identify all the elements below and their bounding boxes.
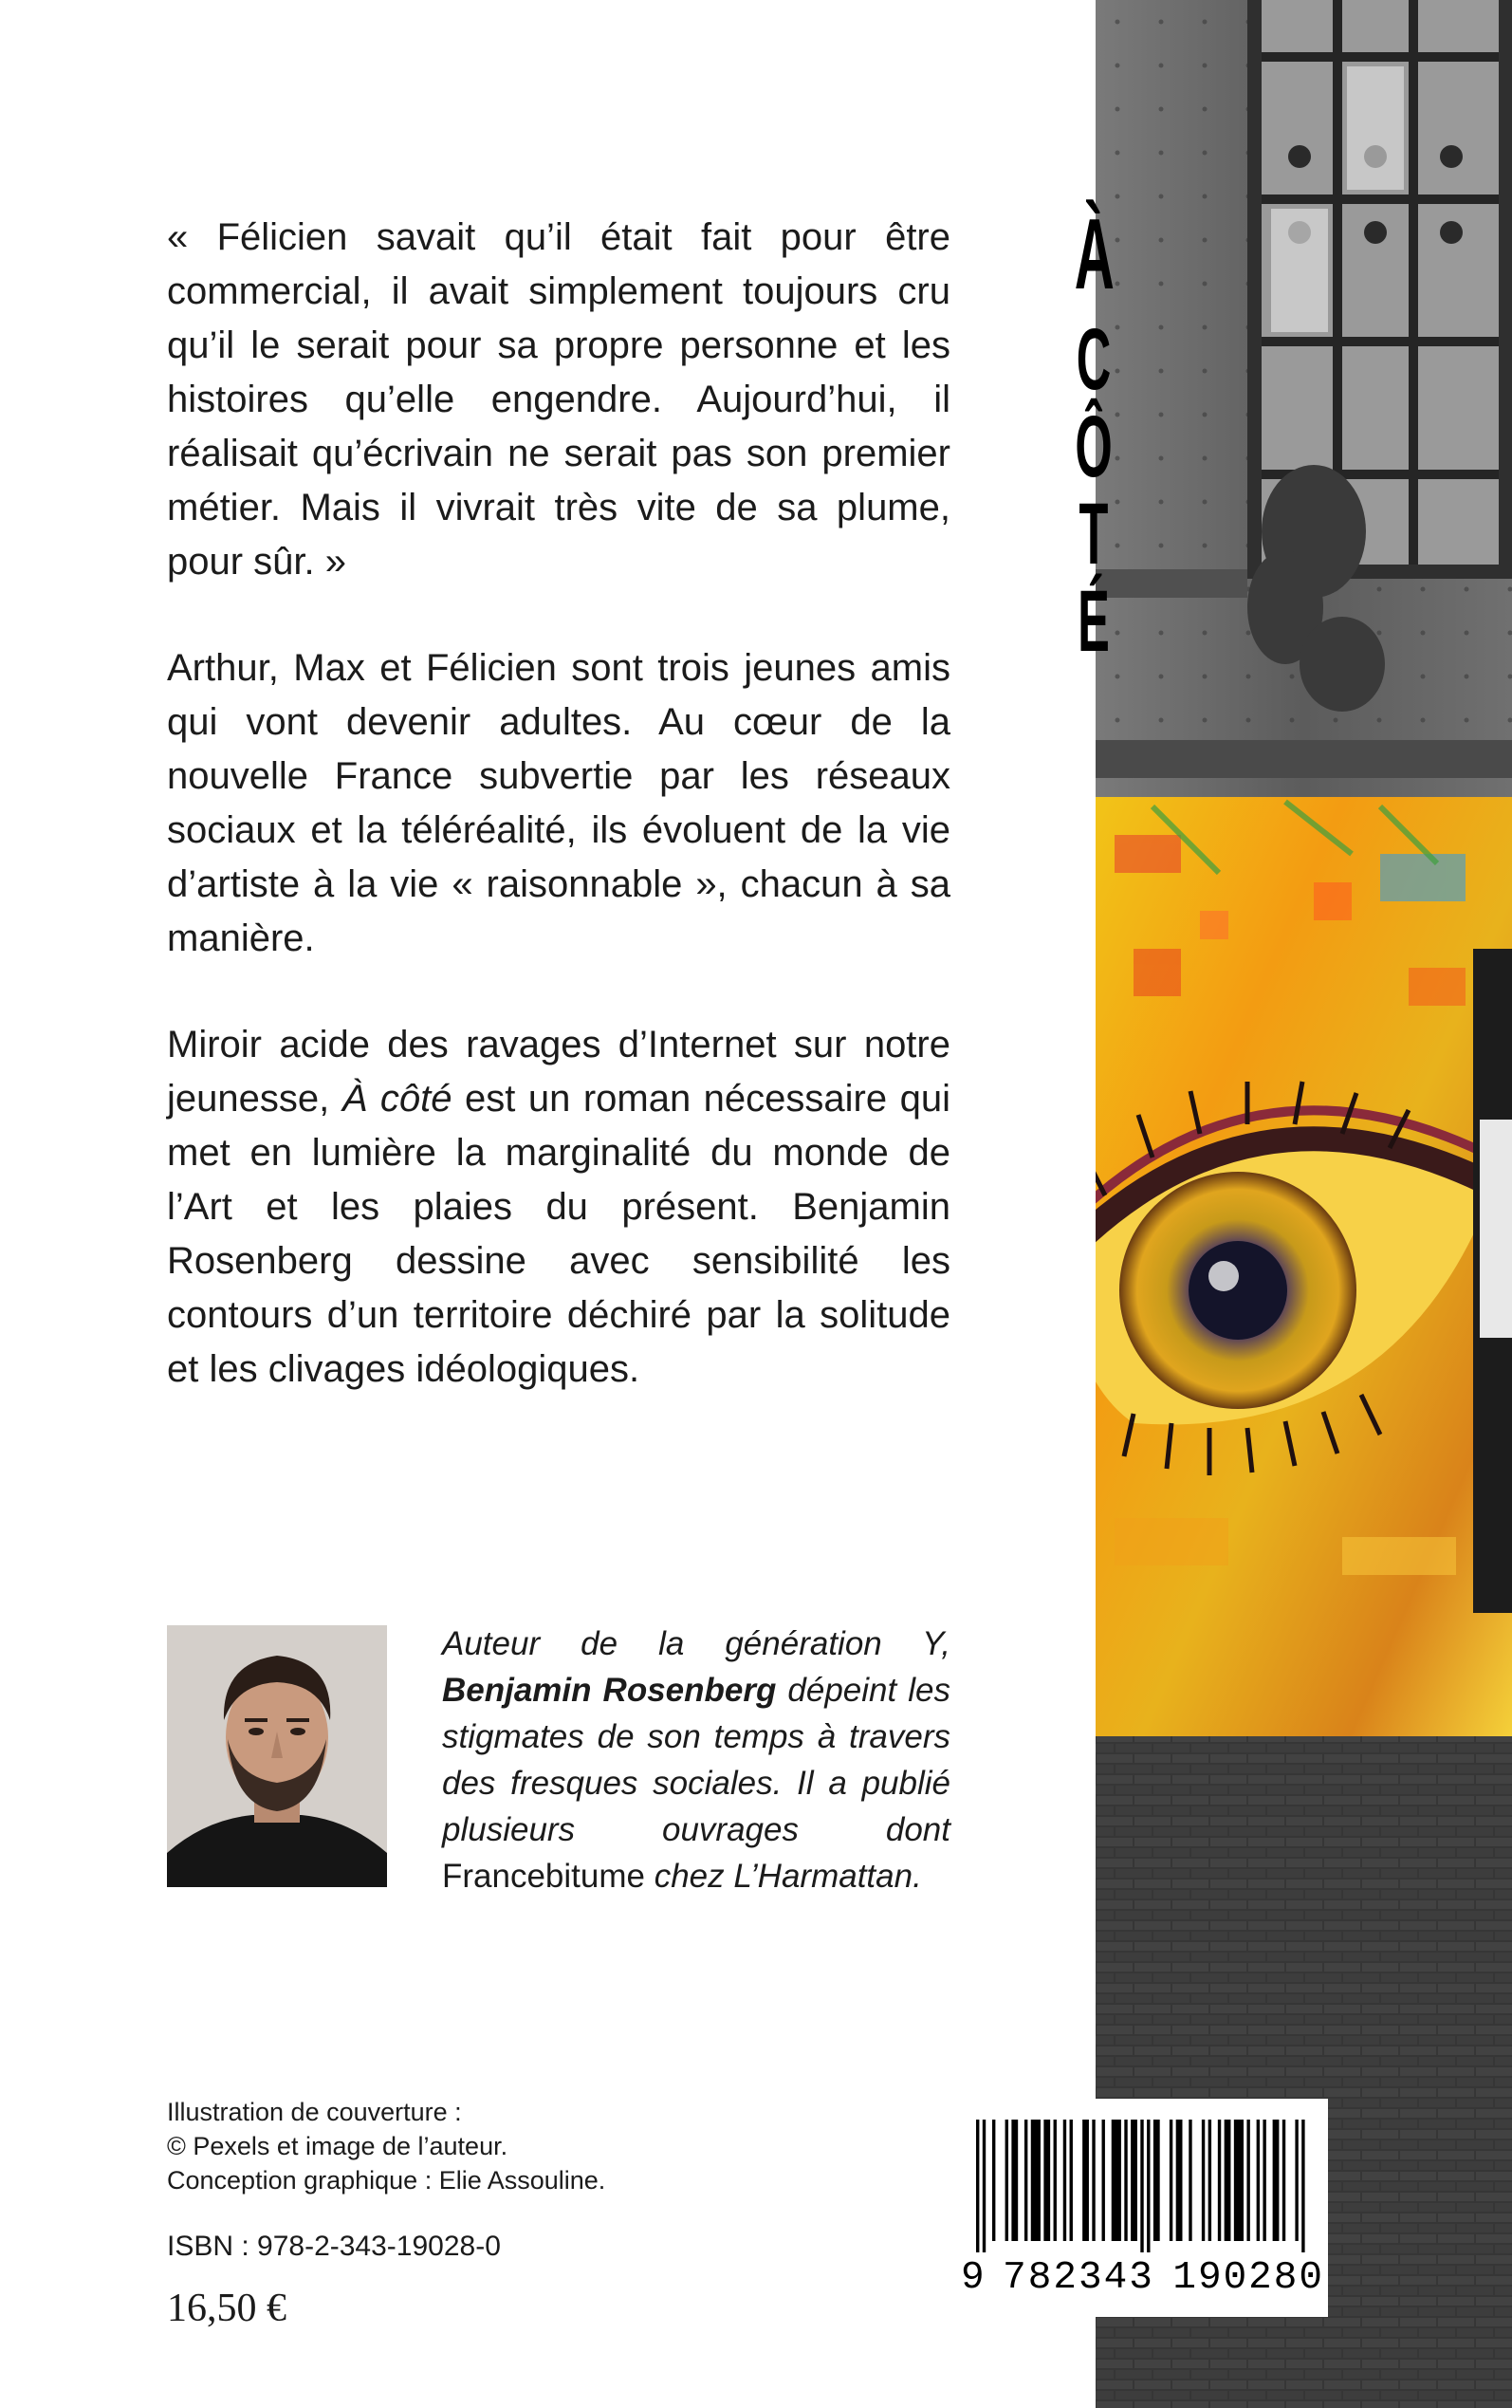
- credit-line-2: © Pexels et image de l’auteur.: [167, 2132, 508, 2160]
- barcode-bar: [1102, 2120, 1105, 2241]
- barcode-bar: [976, 2120, 979, 2252]
- bio-end: chez L’Harmattan.: [644, 1858, 922, 1895]
- barcode-group-1: 782343: [1003, 2256, 1154, 2300]
- review-end: est un roman nécessaire qui met en lumière la marginalité du monde de l’Art et les plaies du présent. Benjamin Rosenberg dessine avec sensibilité les contours d’un territoire déchiré par la solitude et les clivages idéologiques.: [167, 1078, 950, 1390]
- barcode-bar: [1063, 2120, 1066, 2241]
- barcode-bar: [1189, 2120, 1191, 2241]
- barcode-bar: [1112, 2120, 1121, 2241]
- barcode-lead-digit: 9: [961, 2256, 985, 2300]
- barcode-group-2: 190280: [1172, 2256, 1324, 2300]
- blurb-review: [167, 1018, 950, 1397]
- title-a-grave: À: [1074, 198, 1114, 310]
- barcode-bar: [1043, 2120, 1050, 2241]
- barcode-bar: [1282, 2120, 1285, 2241]
- author-photo: [167, 1625, 387, 1887]
- credit-line-3: Conception graphique : Elie Assouline.: [167, 2166, 606, 2195]
- title-cote-text: CÔTÉ: [1066, 311, 1121, 660]
- review-book-title: À côté: [341, 1078, 452, 1120]
- barcode-digits: [957, 2256, 1328, 2300]
- price: 16,50 €: [167, 2287, 286, 2330]
- barcode-bar: [1005, 2120, 1008, 2241]
- barcode-bar: [1124, 2120, 1127, 2241]
- isbn-number: ISBN : 978-2-343-19028-0: [167, 2231, 501, 2262]
- barcode-bar: [1273, 2120, 1280, 2241]
- barcode-bar: [1140, 2120, 1143, 2252]
- barcode-bar: [1031, 2120, 1041, 2241]
- barcode-bar: [1208, 2120, 1211, 2241]
- barcode-bar: [1011, 2120, 1018, 2241]
- barcode-bar: [1054, 2120, 1057, 2241]
- cover-credits: [167, 2095, 831, 2197]
- barcode-bar: [1176, 2120, 1183, 2241]
- barcode-bar: [1170, 2120, 1172, 2241]
- barcode-bar: [1024, 2120, 1027, 2241]
- barcode-bar: [1153, 2120, 1160, 2241]
- barcode-bar: [1218, 2120, 1221, 2241]
- barcode-bar: [1301, 2120, 1304, 2252]
- barcode-bar: [1246, 2120, 1249, 2241]
- barcode-bars: [976, 2120, 1308, 2252]
- author-name: Benjamin Rosenberg: [442, 1672, 777, 1709]
- book-title: [1013, 198, 1174, 674]
- review-start: Miroir acide des ravages d’Internet sur notre jeunesse,: [167, 1024, 950, 1120]
- title-cote: [1066, 311, 1121, 674]
- barcode-bar: [1263, 2120, 1265, 2241]
- credit-line-1: Illustration de couverture :: [167, 2098, 462, 2126]
- bio-start: Auteur de la génération Y,: [442, 1625, 950, 1662]
- author-portrait: [167, 1625, 387, 1887]
- barcode-bar: [983, 2120, 986, 2252]
- barcode-bar: [1295, 2120, 1298, 2241]
- back-cover-blurb: [167, 211, 950, 1397]
- barcode-bar: [1257, 2120, 1260, 2241]
- barcode-bar: [1225, 2120, 1231, 2241]
- barcode-bar: [1147, 2120, 1150, 2252]
- barcode-bar: [1082, 2120, 1089, 2241]
- author-book-title: Francebitume: [442, 1858, 645, 1895]
- blurb-quote: « Félicien savait qu’il était fait pour être commercial, il avait simplement toujours cru qu’il le serait pour sa propre personne et les histoires qu’elle engendre. Aujourd’hui, il réalisait qu’écrivain ne serait pas son premier métier. Mais il vivrait très vite de sa plume, pour sûr. »: [167, 216, 950, 583]
- author-bio: [442, 1621, 950, 1899]
- barcode-bar: [1131, 2120, 1137, 2241]
- bio-middle: dépeint les stigmates de son temps à travers des fresques sociales. Il a publié plusieurs ouvrages dont: [442, 1672, 950, 1848]
- barcode-bar: [992, 2120, 995, 2241]
- barcode-bar: [1234, 2120, 1244, 2241]
- barcode-bar: [1092, 2120, 1095, 2241]
- barcode-bar: [1202, 2120, 1205, 2241]
- blurb-summary: Arthur, Max et Félicien sont trois jeunes amis qui vont devenir adultes. Au cœur de la nouvelle France subvertie par les réseaux sociaux et la téléréalité, ils évoluent de la vie d’artiste à la vie « raisonnable », chacun à sa manière.: [167, 647, 950, 959]
- barcode: [957, 2099, 1328, 2317]
- barcode-bar: [1070, 2120, 1073, 2241]
